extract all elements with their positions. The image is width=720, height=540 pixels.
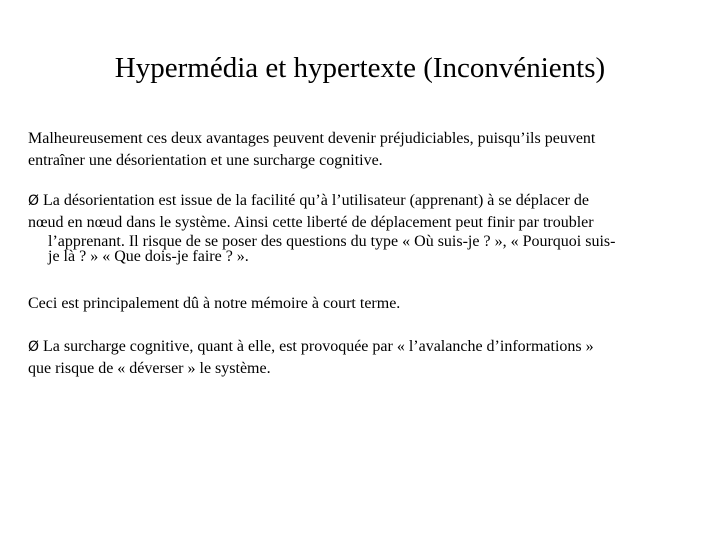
paragraph-line: nœud en nœud dans le système. Ainsi cette liberté de déplacement peut finir par troubler xyxy=(28,214,594,231)
paragraph-line-text: La désorientation est issue de la facilité qu’à l’utilisateur (apprenant) à se déplacer de xyxy=(39,192,590,209)
slide-title: Hypermédia et hypertexte (Inconvénients) xyxy=(114,52,606,84)
paragraph-line: entraîner une désorientation et une surcharge cognitive. xyxy=(28,152,383,169)
paragraph-line: je là ? » « Que dois-je faire ? ». xyxy=(48,248,249,265)
paragraph-line-text: La surcharge cognitive, quant à elle, est provoquée par « l’avalanche d’informations » xyxy=(39,338,594,355)
arrow-bullet-icon: Ø xyxy=(28,339,40,355)
paragraph-line: l’apprenant. Il risque de se poser des questions du type « Où suis-je ? », « Pourquoi suis- xyxy=(48,233,616,250)
arrow-bullet-icon: Ø xyxy=(28,193,40,209)
paragraph-line-first xyxy=(28,336,698,358)
paragraph-short-term-memory: Ceci est principalement dû à notre mémoire à court terme. xyxy=(28,295,401,312)
paragraph-cognitive-overload xyxy=(28,336,698,380)
paragraph-line: que risque de « déverser » le système. xyxy=(28,360,271,377)
paragraph-drawbacks-intro xyxy=(28,128,698,172)
paragraph-line: Malheureusement ces deux avantages peuvent devenir préjudiciables, puisqu’ils peuvent xyxy=(28,130,596,147)
paragraph-line-first xyxy=(28,190,698,212)
paragraph-disorientation xyxy=(28,190,698,264)
